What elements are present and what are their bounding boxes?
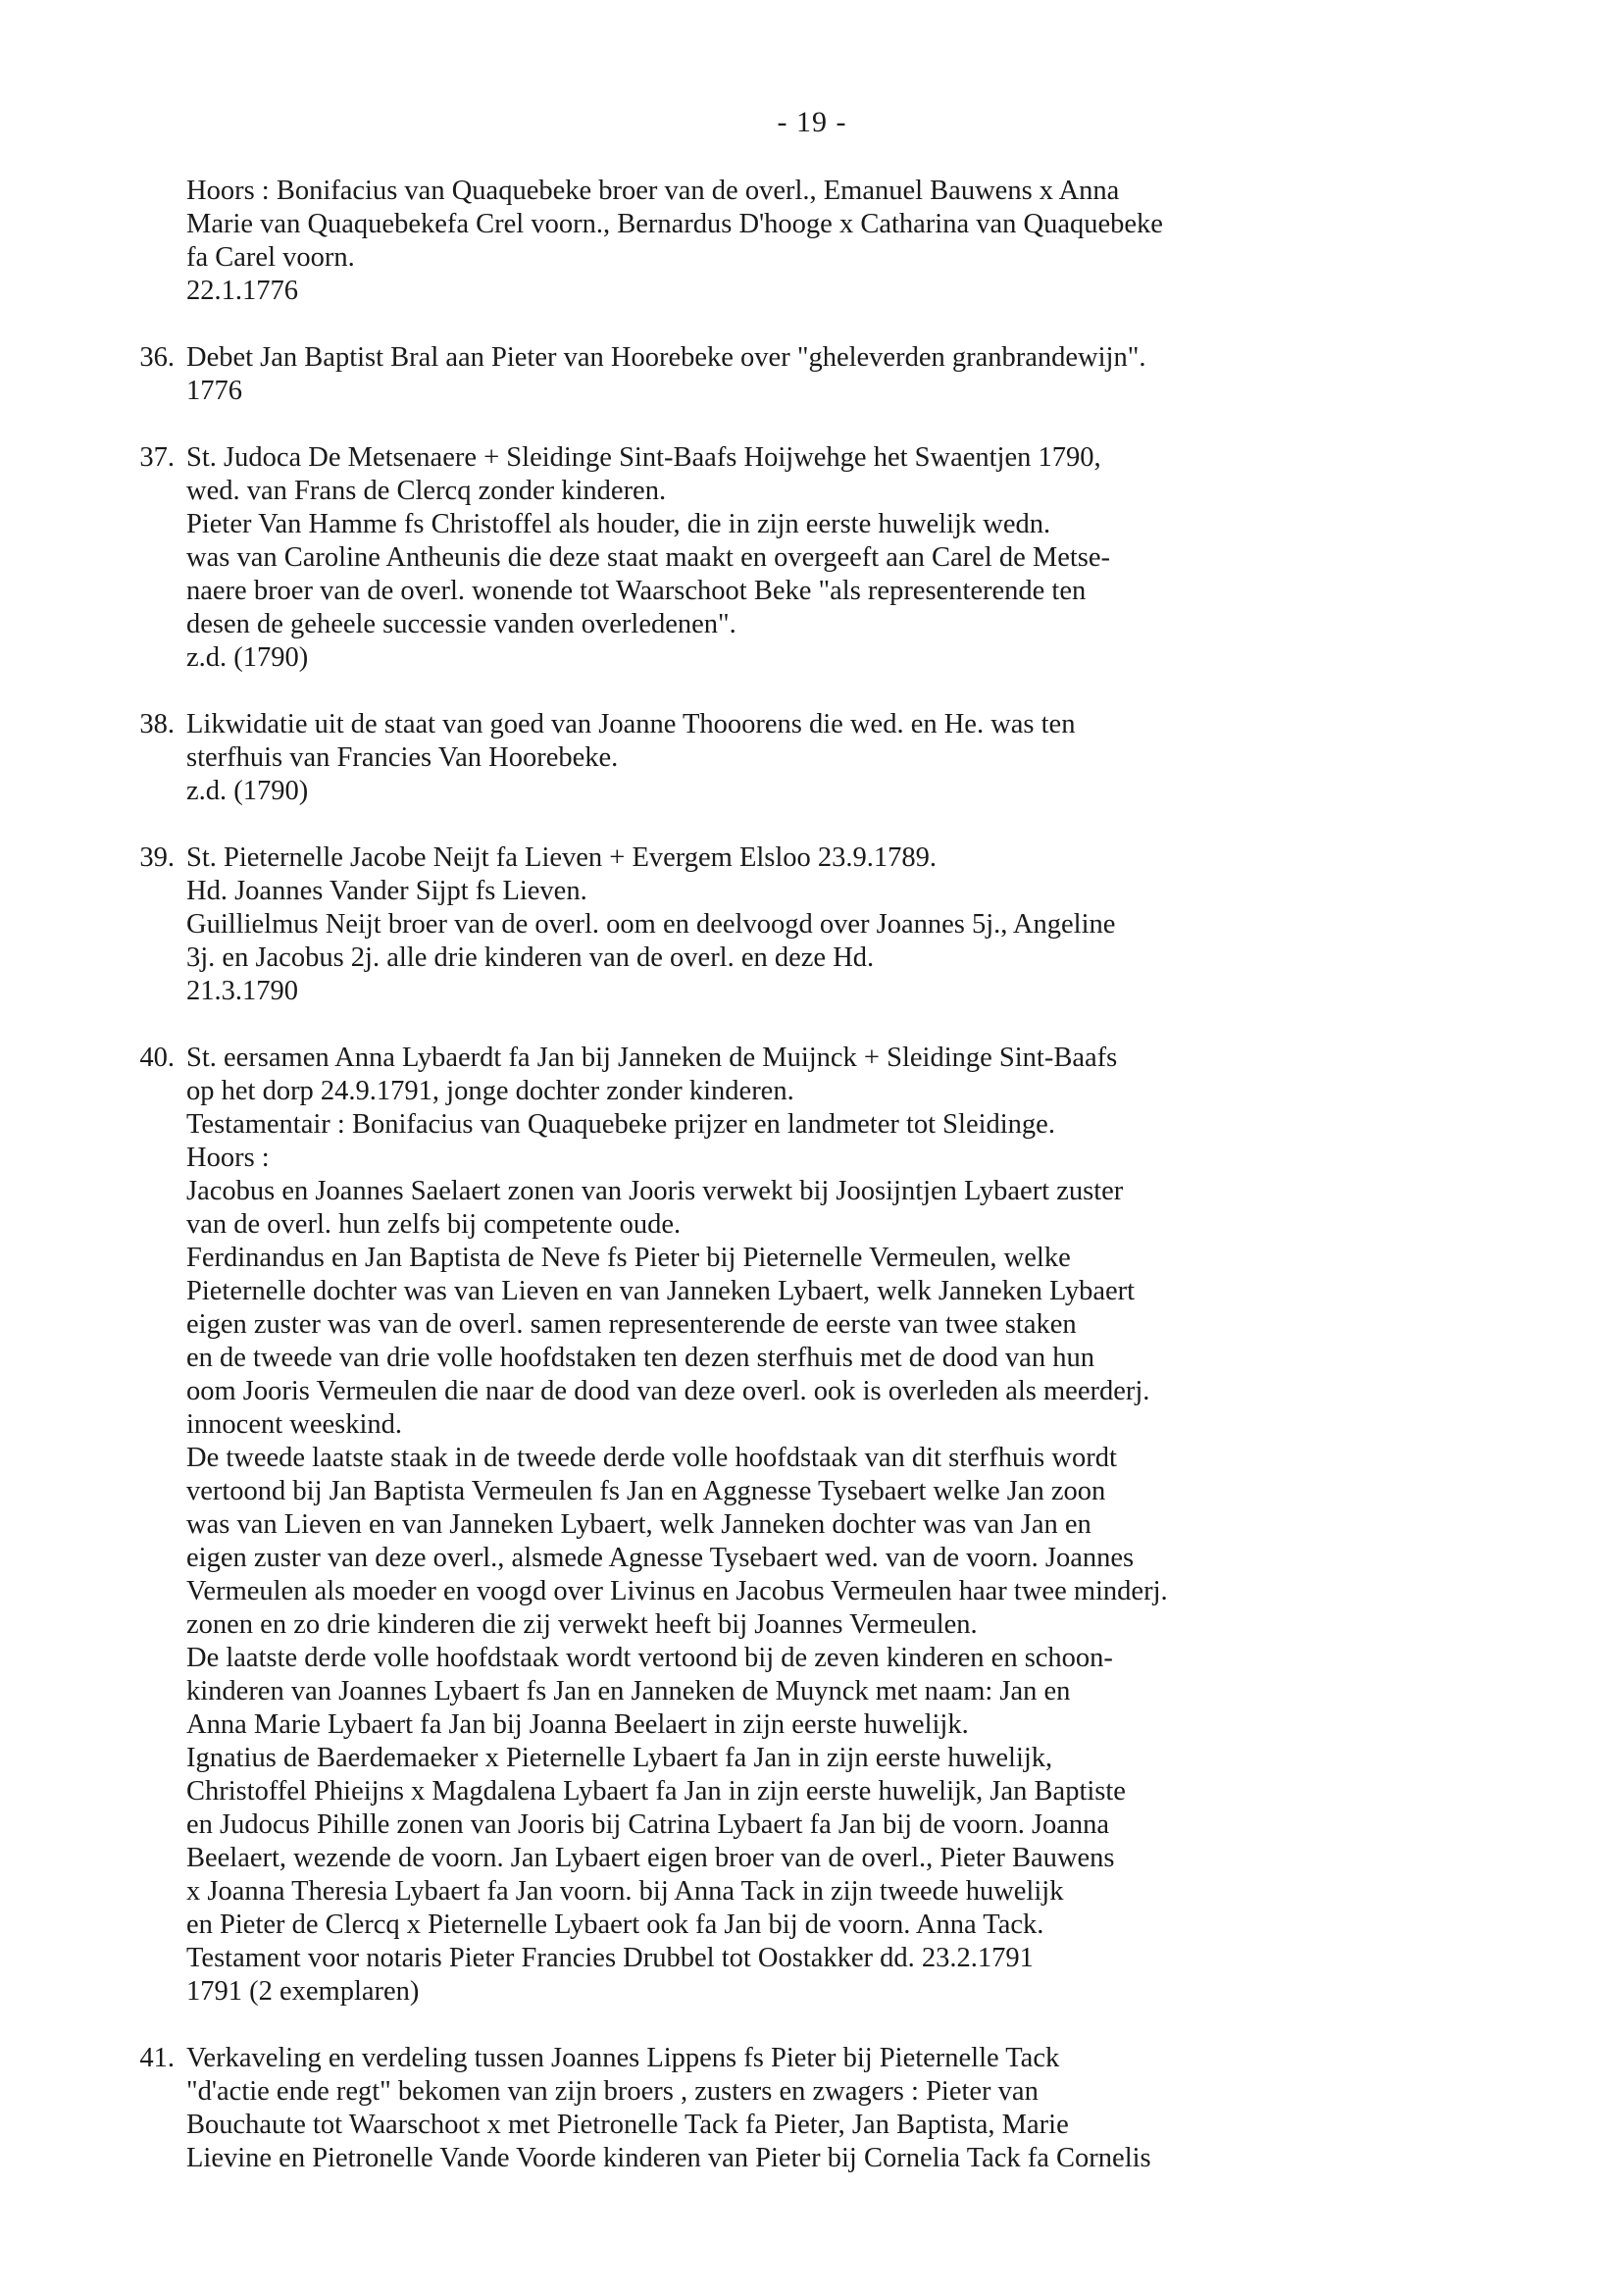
- text-line: was van Caroline Antheunis die deze staat maakt en overgeeft aan Carel de Metse-: [186, 542, 1110, 573]
- text-line: kinderen van Joannes Lybaert fs Jan en Janneken de Muynck met naam: Jan en: [186, 1676, 1071, 1706]
- text-line: De tweede laatste staak in de tweede derde volle hoofdstaak van dit sterfhuis wordt: [186, 1443, 1117, 1473]
- entry-41: [139, 2042, 1579, 2175]
- entry-number: 40.: [139, 1043, 175, 1073]
- text-line: fa Carel voorn.: [186, 242, 355, 273]
- text-line: van de overl. hun zelfs bij competente oude.: [186, 1209, 682, 1240]
- text-line: Vermeulen als moeder en voogd over Livinus en Jacobus Vermeulen haar twee minderj.: [186, 1576, 1168, 1606]
- text-line: Verkaveling en verdeling tussen Joannes Lippens fs Pieter bij Pieternelle Tack: [186, 2043, 1060, 2073]
- text-line: 22.1.1776: [186, 276, 298, 306]
- text-line: Likwidatie uit de staat van goed van Joanne Thooorens die wed. en He. was ten: [186, 709, 1076, 739]
- text-line: Jacobus en Joannes Saelaert zonen van Jooris verwekt bij Joosijntjen Lybaert zuster: [186, 1176, 1124, 1206]
- text-line: oom Jooris Vermeulen die naar de dood van deze overl. ook is overleden als meerderj.: [186, 1376, 1150, 1406]
- text-line: Testament voor notaris Pieter Francies Drubbel tot Oostakker dd. 23.2.1791: [186, 1943, 1034, 1973]
- entry-number: 39.: [139, 842, 175, 873]
- text-line: St. Judoca De Metsenaere + Sleidinge Sint-Baafs Hoijwehge het Swaentjen 1790,: [186, 442, 1101, 473]
- text-line: 1791 (2 exemplaren): [186, 1976, 420, 2007]
- text-line: Debet Jan Baptist Bral aan Pieter van Hoorebeke over "gheleverden granbrandewijn".: [186, 342, 1146, 373]
- text-line: op het dorp 24.9.1791, jonge dochter zonder kinderen.: [186, 1076, 794, 1106]
- entry-36: [139, 341, 1579, 408]
- text-line: Anna Marie Lybaert fa Jan bij Joanna Beelaert in zijn eerste huwelijk.: [186, 1709, 969, 1740]
- entry-number: 36.: [139, 342, 175, 373]
- text-line: 21.3.1790: [186, 976, 298, 1006]
- text-line: sterfhuis van Francies Van Hoorebeke.: [186, 742, 619, 773]
- text-line: z.d. (1790): [186, 642, 309, 673]
- page-number: - 19 -: [777, 106, 847, 138]
- document-body: [139, 175, 1579, 2209]
- text-line: 3j. en Jacobus 2j. alle drie kinderen van de overl. en deze Hd.: [186, 942, 875, 973]
- text-line: was van Lieven en van Janneken Lybaert, welk Janneken dochter was van Jan en: [186, 1509, 1091, 1540]
- text-line: Hoors :: [186, 1143, 270, 1173]
- text-line: en de tweede van drie volle hoofdstaken ten dezen sterfhuis met de dood van hun: [186, 1343, 1094, 1373]
- entry-number: 38.: [139, 709, 175, 739]
- text-line: De laatste derde volle hoofdstaak wordt vertoond bij de zeven kinderen en schoon-: [186, 1643, 1113, 1673]
- text-line: vertoond bij Jan Baptista Vermeulen fs Jan en Aggnesse Tysebaert welke Jan zoon: [186, 1476, 1106, 1506]
- text-line: naere broer van de overl. wonende tot Waarschoot Beke "als representerende ten: [186, 576, 1087, 606]
- text-line: Lievine en Pietronelle Vande Voorde kinderen van Pieter bij Cornelia Tack fa Cornelis: [186, 2143, 1151, 2173]
- text-line: zonen en zo drie kinderen die zij verwekt heeft bij Joannes Vermeulen.: [186, 1609, 978, 1640]
- text-line: innocent weeskind.: [186, 1409, 403, 1440]
- text-line: x Joanna Theresia Lybaert fa Jan voorn. bij Anna Tack in zijn tweede huwelijk: [186, 1876, 1064, 1907]
- entry-39: [139, 841, 1579, 1008]
- text-line: z.d. (1790): [186, 776, 309, 806]
- entry-40: [139, 1042, 1579, 2009]
- text-line: wed. van Frans de Clercq zonder kinderen.: [186, 476, 667, 506]
- entry-continuation: [186, 175, 1579, 308]
- text-line: eigen zuster van deze overl., alsmede Agnesse Tysebaert wed. van de voorn. Joannes: [186, 1543, 1135, 1573]
- text-line: Guillielmus Neijt broer van de overl. oom en deelvoogd over Joannes 5j., Angeline: [186, 909, 1116, 940]
- entry-38: [139, 708, 1579, 808]
- entry-number: 41.: [139, 2043, 175, 2073]
- text-line: en Judocus Pihille zonen van Jooris bij Catrina Lybaert fa Jan bij de voorn. Joanna: [186, 1809, 1110, 1840]
- text-line: Hoors : Bonifacius van Quaquebeke broer van de overl., Emanuel Bauwens x Anna: [186, 176, 1120, 206]
- text-line: Marie van Quaquebekefa Crel voorn., Bernardus D'hooge x Catharina van Quaquebeke: [186, 209, 1163, 239]
- entry-number: 37.: [139, 442, 175, 473]
- text-line: desen de geheele successie vanden overledenen".: [186, 609, 736, 639]
- text-line: Testamentair : Bonifacius van Quaquebeke prijzer en landmeter tot Sleidinge.: [186, 1109, 1055, 1140]
- text-line: Pieter Van Hamme fs Christoffel als houder, die in zijn eerste huwelijk wedn.: [186, 509, 1051, 539]
- entry-37: [139, 441, 1579, 675]
- text-line: Hd. Joannes Vander Sijpt fs Lieven.: [186, 876, 587, 906]
- text-line: "d'actie ende regt" bekomen van zijn broers , zusters en zwagers : Pieter van: [186, 2076, 1039, 2107]
- text-line: Ignatius de Baerdemaeker x Pieternelle Lybaert fa Jan in zijn eerste huwelijk,: [186, 1743, 1053, 1773]
- text-line: Pieternelle dochter was van Lieven en van Janneken Lybaert, welk Janneken Lybaert: [186, 1276, 1136, 1306]
- text-line: St. Pieternelle Jacobe Neijt fa Lieven + Evergem Elsloo 23.9.1789.: [186, 842, 938, 873]
- text-line: St. eersamen Anna Lybaerdt fa Jan bij Janneken de Muijnck + Sleidinge Sint-Baafs: [186, 1043, 1118, 1073]
- text-line: Ferdinandus en Jan Baptista de Neve fs Pieter bij Pieternelle Vermeulen, welke: [186, 1243, 1071, 1273]
- text-line: en Pieter de Clercq x Pieternelle Lybaert ook fa Jan bij de voorn. Anna Tack.: [186, 1909, 1044, 1940]
- text-line: eigen zuster was van de overl. samen representerende de eerste van twee staken: [186, 1309, 1077, 1340]
- text-line: 1776: [186, 376, 242, 406]
- text-line: Bouchaute tot Waarschoot x met Pietronelle Tack fa Pieter, Jan Baptista, Marie: [186, 2110, 1069, 2140]
- text-line: Christoffel Phieijns x Magdalena Lybaert fa Jan in zijn eerste huwelijk, Jan Baptiste: [186, 1776, 1126, 1807]
- text-line: Beelaert, wezende de voorn. Jan Lybaert eigen broer van de overl., Pieter Bauwens: [186, 1843, 1115, 1873]
